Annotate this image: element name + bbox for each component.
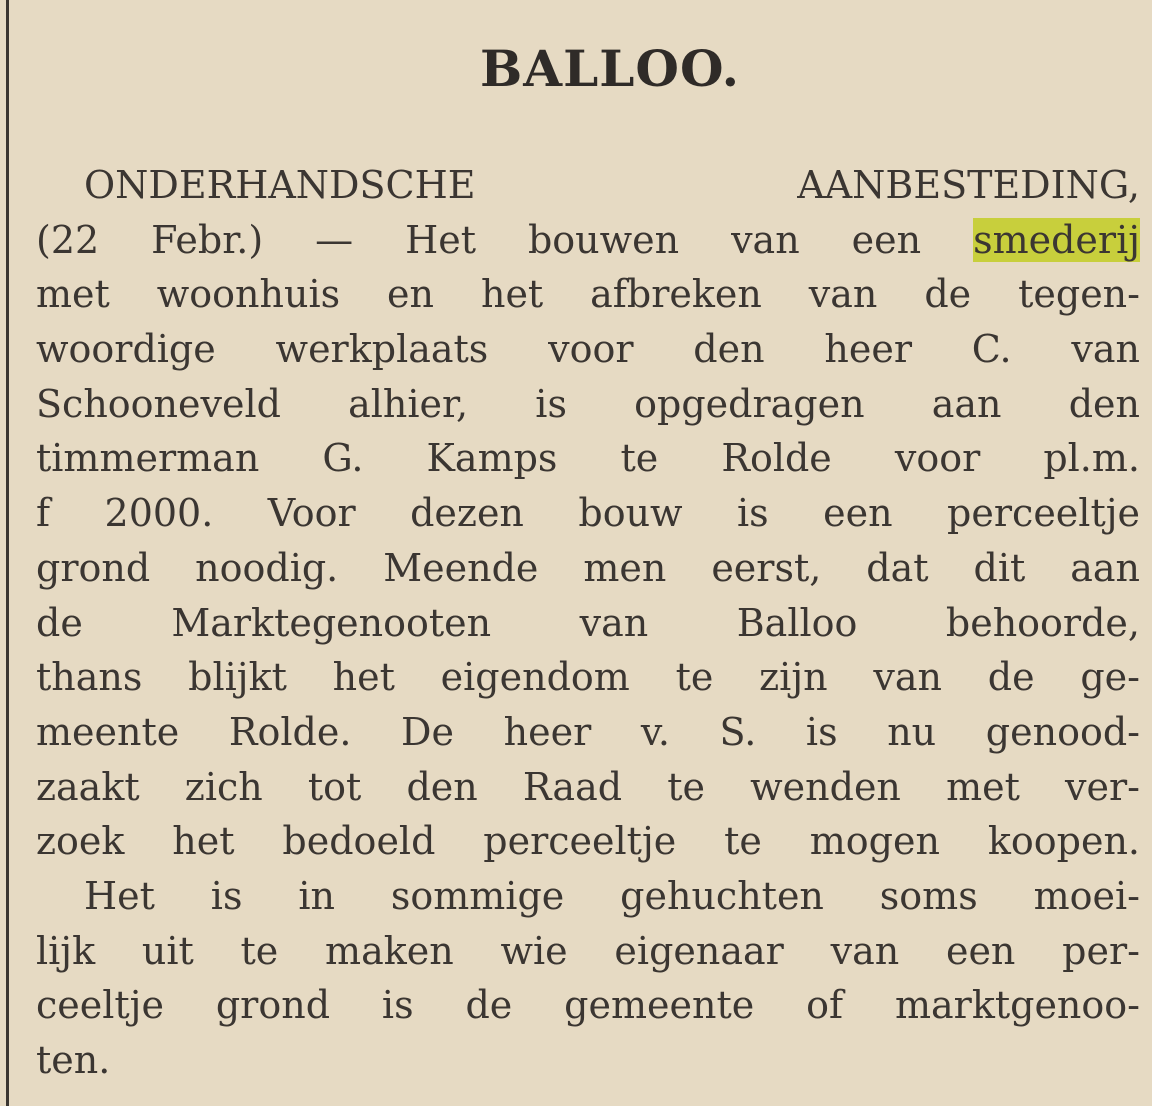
- article-line: Het is in sommige gehuchten soms moei-: [84, 873, 1140, 918]
- column-rule: [6, 0, 9, 1106]
- article-line: Schooneveld alhier, is opgedragen aan den: [36, 381, 1140, 426]
- article-line: de Marktegenooten van Balloo behoorde,: [36, 600, 1140, 645]
- article-line: zoek het bedoeld perceeltje te mogen koopen.: [36, 819, 1140, 864]
- article-line: ten.: [36, 1038, 111, 1082]
- article-body: [36, 158, 1140, 1088]
- article-line: f 2000. Voor dezen bouw is een perceeltje: [36, 491, 1140, 536]
- article-line: grond noodig. Meende men eerst, dat dit aan: [36, 545, 1140, 590]
- article-line: met woonhuis en het afbreken van de tegen-: [36, 272, 1140, 317]
- article-line: ONDERHANDSCHE AANBESTEDING,: [84, 163, 1140, 207]
- article-title: BALLOO.: [480, 39, 740, 98]
- article-line: meente Rolde. De heer v. S. is nu genood-: [36, 709, 1140, 754]
- article-line: ceeltje grond is de gemeente of marktgenoo-: [36, 983, 1140, 1028]
- article-line: timmerman G. Kamps te Rolde voor pl.m.: [36, 436, 1140, 481]
- article-line: woordige werkplaats voor den heer C. van: [36, 327, 1140, 372]
- search-highlight: smederij: [973, 217, 1140, 262]
- article-line: zaakt zich tot den Raad te wenden met ver-: [36, 764, 1140, 809]
- article-line: thans blijkt het eigendom te zijn van de ge-: [36, 655, 1140, 700]
- line-text: (22 Febr.) — Het bouwen van een: [36, 217, 974, 262]
- article-line: lijk uit te maken wie eigenaar van een per-: [36, 928, 1140, 973]
- article-line: [36, 213, 1140, 268]
